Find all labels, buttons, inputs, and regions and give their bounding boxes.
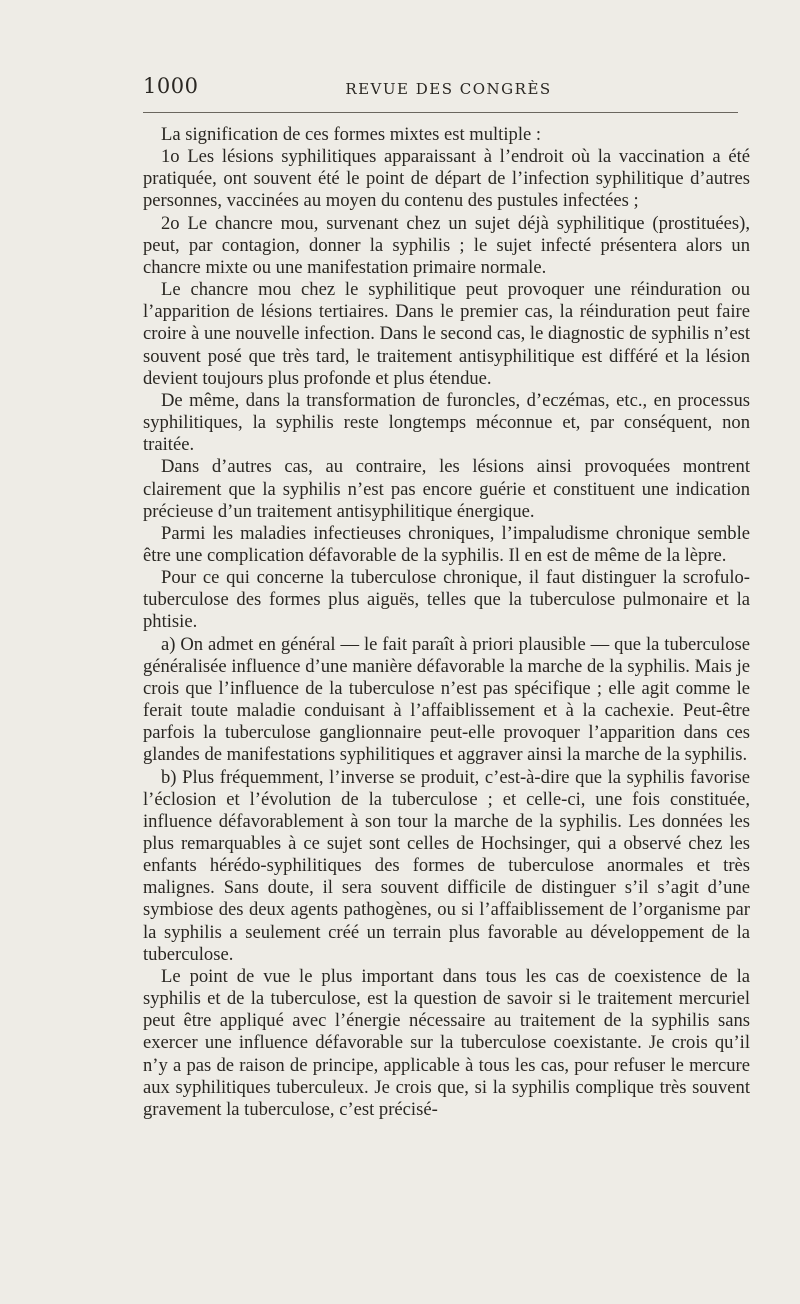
- paragraph: 1o Les lésions syphilitiques apparaissant à l’endroit où la vaccination a été pratiquée, ont souvent été le point de départ de l’infection syphilitique d’autres personnes, vaccinées au moyen du contenu des pustules infectées ;: [143, 146, 750, 212]
- header-rule: [143, 112, 738, 113]
- running-title: REVUE DES CONGRÈS: [345, 80, 552, 98]
- paragraph: La signification de ces formes mixtes est multiple :: [161, 124, 542, 145]
- paragraph: Parmi les maladies infectieuses chroniques, l’impaludisme chronique semble être une complication défavorable de la syphilis. Il en est de même de la lèpre.: [143, 522, 750, 566]
- paragraph: Dans d’autres cas, au contraire, les lésions ainsi provoquées montrent clairement que la syphilis n’est pas encore guérie et constituent une indication précieuse d’un traitement antisyphilitique énergique.: [143, 456, 750, 522]
- paragraph: De même, dans la transformation de furoncles, d’eczémas, etc., en processus syphilitiques, la syphilis reste longtemps méconnue et, par conséquent, non traitée.: [143, 389, 750, 456]
- paragraph: a) On admet en général — le fait paraît à priori plausible — que la tuberculose généralisée influence d’une manière défavorable la marche de la syphilis. Mais je crois que l’influence de la tuberculose n’est pas spécifique ; elle agit comme le ferait toute maladie conduisant à l’affaiblissement et à la cachexie. Peut-être parfois la tuberculose ganglionnaire peut-elle provoquer l’apparition dans ces glandes de manifestations syphilitiques et aggraver ainsi la marche de la syphilis.: [143, 633, 750, 766]
- paragraph: Le point de vue le plus important dans tous les cas de coexistence de la syphilis et de la tuberculose, est la question de savoir si le traitement mercuriel peut être appliqué avec l’énergie nécessaire au traitement de la syphilis sans exercer une influence défavorable sur la tuberculose coexistante. Je crois qu’il n’y a pas de raison de principe, applicable à tous les cas, pour refuser le mercure aux syphilitiques tuberculeux. Je crois que, si la syphilis complique très souvent gravement la tuberculose, c’est précisé-: [143, 965, 750, 1120]
- paragraph: Le chancre mou chez le syphilitique peut provoquer une réinduration ou l’apparition de lésions tertiaires. Dans le premier cas, la réinduration peut faire croire à une nouvelle infection. Dans le second cas, le diagnostic de syphilis n’est souvent posé que très tard, le traitement antisyphilitique est différé et la lésion devient toujours plus profonde et plus étendue.: [143, 279, 750, 389]
- page-header: [143, 74, 738, 104]
- paragraph: b) Plus fréquemment, l’inverse se produit, c’est-à-dire que la syphilis favorise l’éclosion et l’évolution de la tuberculose ; et celle-ci, une fois constituée, influence défavorablement à son tour la marche de la syphilis. Les données les plus remarquables à ce sujet sont celles de Hochsinger, qui a observé chez les enfants hérédo-syphilitiques des formes de tuberculose anormales et très malignes. Sans doute, il sera souvent difficile de distinguer s’il s’agit d’une symbiose des deux agents pathogènes, ou si l’affaiblissement de l’organisme par la syphilis a seulement créé un terrain plus favorable au développement de la tuberculose.: [143, 766, 750, 965]
- body-text: [143, 124, 750, 1121]
- paragraph: Pour ce qui concerne la tuberculose chronique, il faut distinguer la scrofulo-tuberculose des formes plus aiguës, telles que la tuberculose pulmonaire et la phtisie.: [143, 567, 750, 633]
- page-number: 1000: [143, 74, 199, 98]
- paragraph: 2o Le chancre mou, survenant chez un sujet déjà syphilitique (prostituées), peut, par contagion, donner la syphilis ; le sujet infecté présentera alors un chancre mixte ou une manifestation primaire normale.: [143, 212, 750, 278]
